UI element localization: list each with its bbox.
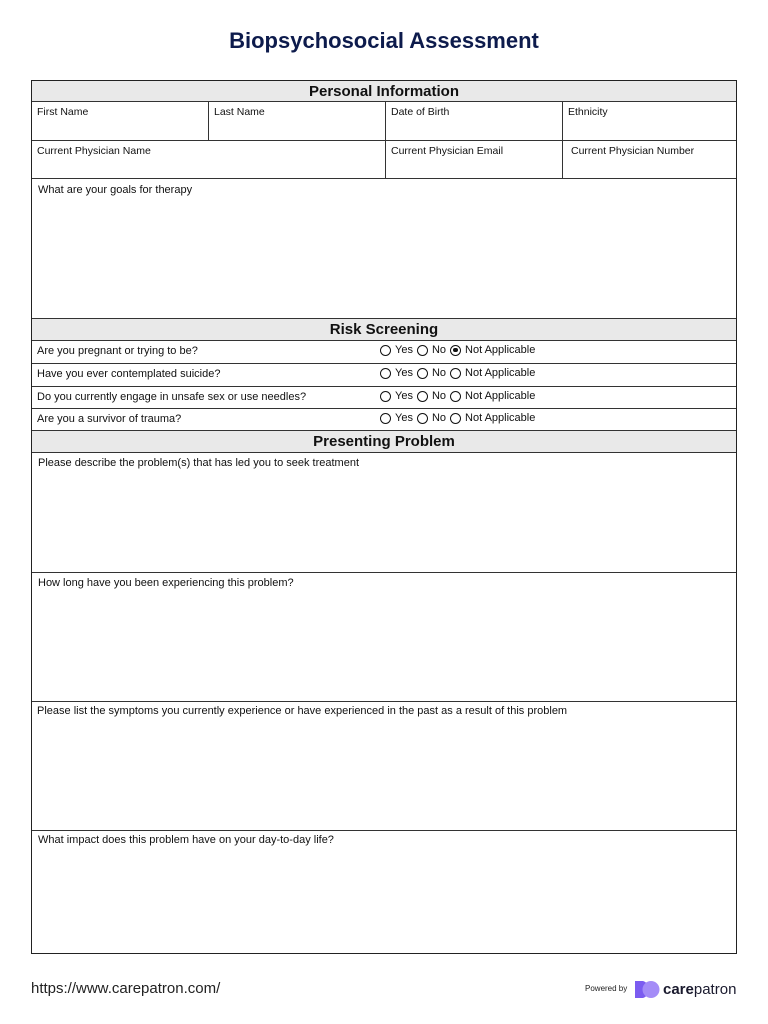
- physician-number-field[interactable]: [562, 141, 736, 178]
- goals-field[interactable]: [32, 179, 736, 319]
- radio-icon[interactable]: [450, 391, 461, 402]
- risk-question: Are you pregnant or trying to be?: [37, 345, 198, 357]
- physician-number-label: Current Physician Number: [571, 145, 695, 157]
- risk-question-row: [32, 341, 736, 364]
- physician-email-field[interactable]: [385, 141, 562, 178]
- risk-question-row: [32, 409, 736, 431]
- option-not-applicable[interactable]: Not Applicable: [450, 390, 535, 402]
- first-name-label: First Name: [37, 106, 89, 118]
- dob-field[interactable]: [385, 102, 562, 140]
- last-name-field[interactable]: [208, 102, 385, 140]
- radio-icon[interactable]: [380, 368, 391, 379]
- risk-question: Have you ever contemplated suicide?: [37, 368, 221, 380]
- brand-bold: care: [663, 981, 694, 998]
- radio-icon[interactable]: [417, 345, 428, 356]
- goals-label: What are your goals for therapy: [38, 184, 193, 196]
- name-row: [32, 102, 736, 141]
- option-no[interactable]: No: [417, 390, 446, 402]
- powered-by-label: Powered by: [585, 984, 628, 993]
- impact-field[interactable]: [32, 831, 736, 953]
- option-not-applicable[interactable]: Not Applicable: [450, 412, 535, 424]
- symptoms-label: Please list the symptoms you currently experience or have experienced in the past as a result of this problem: [37, 705, 568, 717]
- risk-question-row: [32, 364, 736, 387]
- risk-question-row: [32, 387, 736, 409]
- first-name-field[interactable]: [32, 102, 208, 140]
- assessment-form: [31, 80, 737, 954]
- footer-url-link[interactable]: https://www.carepatron.com/: [31, 980, 221, 997]
- last-name-label: Last Name: [214, 106, 265, 118]
- problem-description-field[interactable]: [32, 453, 736, 573]
- radio-icon[interactable]: [450, 368, 461, 379]
- option-no[interactable]: No: [417, 412, 446, 424]
- section-header-presenting: Presenting Problem: [32, 431, 736, 453]
- risk-question: Are you a survivor of trauma?: [37, 413, 182, 425]
- impact-label: What impact does this problem have on your day-to-day life?: [38, 834, 334, 846]
- physician-name-label: Current Physician Name: [37, 145, 151, 157]
- ethnicity-field[interactable]: [562, 102, 736, 140]
- option-yes[interactable]: Yes: [380, 367, 413, 379]
- option-no[interactable]: No: [417, 344, 446, 356]
- risk-question: Do you currently engage in unsafe sex or use needles?: [37, 391, 307, 403]
- ethnicity-label: Ethnicity: [568, 106, 608, 118]
- problem-description-label: Please describe the problem(s) that has led you to seek treatment: [38, 457, 360, 469]
- option-yes[interactable]: Yes: [380, 344, 413, 356]
- section-header-risk: Risk Screening: [32, 319, 736, 341]
- option-not-applicable[interactable]: Not Applicable: [450, 344, 535, 356]
- radio-icon[interactable]: [417, 391, 428, 402]
- radio-icon[interactable]: [380, 345, 391, 356]
- risk-options: [380, 390, 539, 402]
- brand-rest: patron: [693, 981, 737, 998]
- option-no[interactable]: No: [417, 367, 446, 379]
- carepatron-logo-icon: [631, 979, 661, 1000]
- risk-options: [380, 412, 539, 424]
- dob-label: Date of Birth: [391, 106, 450, 118]
- section-header-personal: Personal Information: [32, 81, 736, 102]
- page-title: Biopsychosocial Assessment: [229, 28, 539, 53]
- physician-email-label: Current Physician Email: [391, 145, 504, 157]
- problem-duration-field[interactable]: [32, 573, 736, 702]
- symptoms-field[interactable]: [32, 702, 736, 831]
- option-not-applicable[interactable]: Not Applicable: [450, 367, 535, 379]
- risk-options: [380, 344, 539, 356]
- radio-icon[interactable]: [417, 413, 428, 424]
- physician-name-field[interactable]: [32, 141, 385, 178]
- option-yes[interactable]: Yes: [380, 412, 413, 424]
- radio-icon[interactable]: [380, 413, 391, 424]
- option-yes[interactable]: Yes: [380, 390, 413, 402]
- radio-icon[interactable]: [450, 413, 461, 424]
- risk-options: [380, 367, 539, 379]
- brand-name: [663, 981, 736, 998]
- physician-row: [32, 141, 736, 179]
- radio-icon[interactable]: [417, 368, 428, 379]
- problem-duration-label: How long have you been experiencing this problem?: [38, 577, 294, 589]
- radio-icon[interactable]: [380, 391, 391, 402]
- radio-selected-icon[interactable]: [450, 345, 461, 356]
